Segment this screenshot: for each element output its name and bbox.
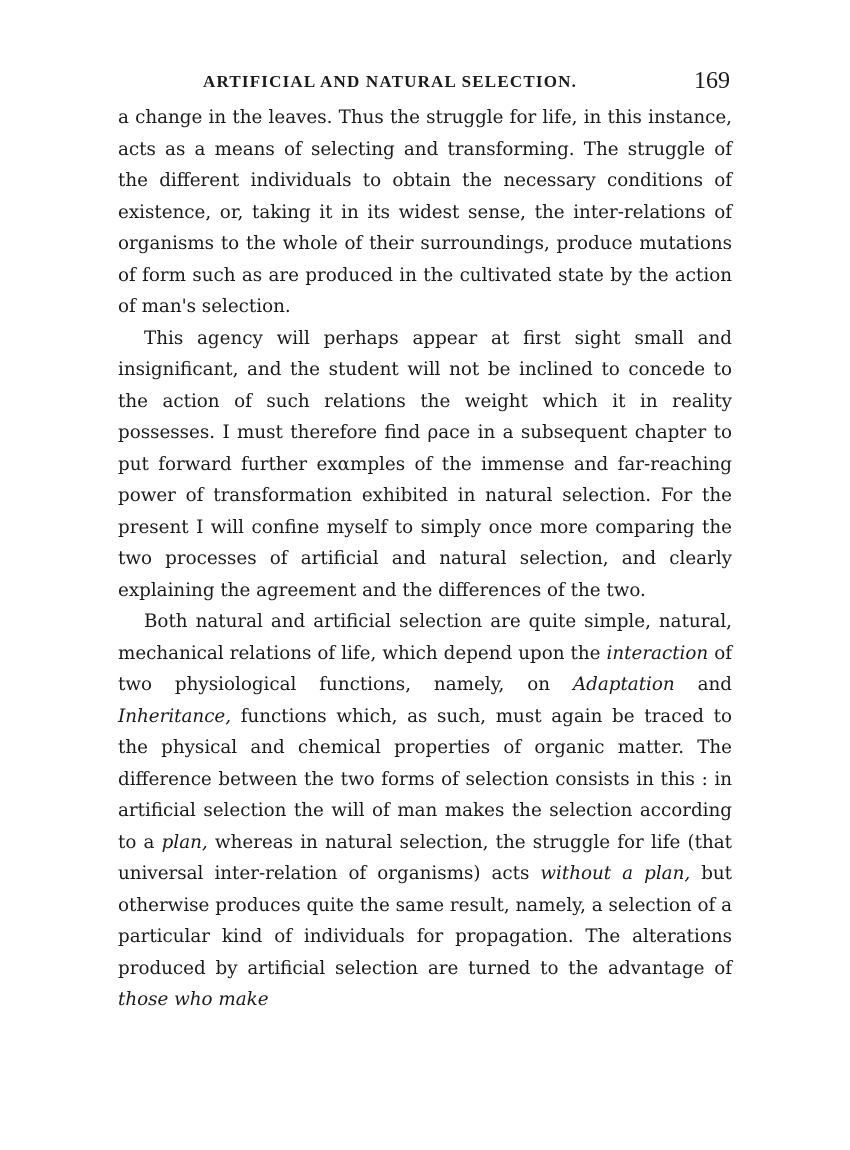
paragraph-3-text-5: whereas in natural selection, the struggle for life (that universal inter-relation of organisms) acts bbox=[118, 831, 732, 884]
running-head bbox=[118, 62, 732, 102]
page-number: 169 bbox=[694, 68, 730, 94]
italic-plan: plan, bbox=[161, 831, 208, 853]
running-title: ARTIFICIAL AND NATURAL SELECTION. bbox=[203, 72, 578, 91]
paragraph-3-text-6: but otherwise produces quite the same result, namely, a selection of a particular kind of individuals for propagation. The alterations produced by artificial selection are turned to the advantage of bbox=[118, 863, 733, 979]
paragraph-3 bbox=[118, 606, 732, 1016]
italic-adaptation: Adaptation bbox=[572, 674, 675, 695]
paragraph-1: a change in the leaves. Thus the struggle for life, in this instance, acts as a means of selecting and transforming. The struggle of the different individuals to obtain the necessary conditions of existence, or, taking it in its widest sense, the inter-relations of organisms to the whole of their surroundings, produce mutations of form such as are produced in the cultivated state by the action of man's selection. bbox=[118, 107, 732, 317]
paragraph-3-text-4: functions which, as such, must again be traced to the physical and chemical properties of organic matter. The difference between the two forms of selection consists in this : in artificial selection the will of man makes the selection according to a bbox=[118, 705, 732, 853]
italic-inheritance: Inheritance, bbox=[118, 705, 232, 727]
paragraph-3-text-2: of two physiological functions, namely, on bbox=[118, 642, 732, 695]
italic-without-a-plan: without a plan, bbox=[540, 863, 691, 884]
paragraph-3-text-3: and bbox=[674, 674, 732, 695]
book-page bbox=[118, 62, 732, 1016]
italic-interaction: interaction bbox=[606, 642, 709, 664]
paragraph-3-text-1: Both natural and artificial selection are quite simple, natural, mechanical relations of life, which depend upon the bbox=[118, 611, 732, 664]
body-text bbox=[118, 102, 732, 1016]
paragraph-2: This agency will perhaps appear at first sight small and insignificant, and the student will not be inclined to concede to the action of such relations the weight which it in reality possesses. I must therefore find ρace in a subsequent chapter to put forward further exαmples of the immense and far-reaching power of transformation exhibited in natural selection. For the present I will confine myself to simply once more comparing the two processes of artificial and natural selection, and clearly explaining the agreement and the differences of the two. bbox=[118, 327, 732, 601]
italic-those-who-make: those who make bbox=[118, 989, 269, 1010]
